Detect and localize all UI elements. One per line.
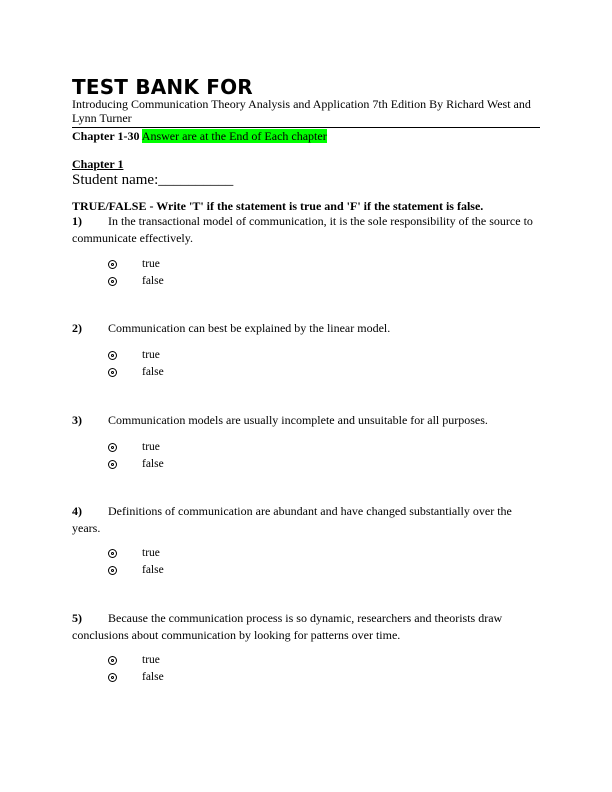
question-number: 4): [72, 504, 82, 518]
question-3: [72, 412, 542, 429]
q4-option-false[interactable]: [108, 563, 164, 577]
question-text: Communication models are usually incomplete and unsuitable for all purposes.: [108, 413, 488, 427]
q3-option-true[interactable]: [108, 440, 160, 454]
question-text: In the transactional model of communication, it is the sole responsibility of the source to communicate effectively.: [72, 214, 533, 245]
q3-option-false[interactable]: [108, 457, 164, 471]
option-label: true: [142, 547, 160, 559]
option-label: true: [142, 349, 160, 361]
answer-note-highlight: Answer are at the End of Each chapter: [141, 129, 327, 143]
q5-option-true[interactable]: [108, 653, 160, 667]
chapter-range-line: [72, 129, 327, 143]
document-subtitle: Introducing Communication Theory Analysis and Application 7th Edition By Richard West and Lynn Turner: [72, 97, 531, 125]
radio-button-icon[interactable]: [108, 656, 117, 665]
header-divider: [72, 127, 540, 128]
option-label: false: [142, 275, 164, 287]
radio-button-icon[interactable]: [108, 460, 117, 469]
option-label: false: [142, 564, 164, 576]
radio-button-icon[interactable]: [108, 443, 117, 452]
question-text: Because the communication process is so dynamic, researchers and theorists draw conclusions about communication by looking for patterns over time.: [72, 611, 503, 642]
option-label: false: [142, 366, 164, 378]
radio-button-icon[interactable]: [108, 368, 117, 377]
option-label: false: [142, 671, 164, 683]
q4-option-true[interactable]: [108, 546, 160, 560]
radio-button-icon[interactable]: [108, 260, 117, 269]
question-text: Definitions of communication are abundant and have changed substantially over the years.: [72, 504, 512, 535]
radio-button-icon[interactable]: [108, 277, 117, 286]
chapter-range: Chapter 1-30: [72, 129, 140, 143]
question-number: 3): [72, 413, 82, 427]
q1-option-false[interactable]: [108, 274, 164, 288]
question-2: [72, 320, 542, 337]
q5-option-false[interactable]: [108, 670, 164, 684]
q1-option-true[interactable]: [108, 257, 160, 271]
radio-button-icon[interactable]: [108, 351, 117, 360]
q2-option-true[interactable]: [108, 348, 160, 362]
question-number: 1): [72, 214, 82, 228]
question-4: [72, 503, 542, 537]
student-name-line: Student name:__________: [72, 172, 234, 188]
option-label: true: [142, 654, 160, 666]
option-label: true: [142, 441, 160, 453]
question-number: 2): [72, 321, 82, 335]
question-text: Communication can best be explained by the linear model.: [108, 321, 391, 335]
q2-option-false[interactable]: [108, 365, 164, 379]
question-5: [72, 610, 542, 644]
option-label: false: [142, 458, 164, 470]
instructions: TRUE/FALSE - Write 'T' if the statement is true and 'F' if the statement is false.: [72, 199, 484, 213]
question-1: [72, 213, 542, 247]
radio-button-icon[interactable]: [108, 566, 117, 575]
chapter-heading: Chapter 1: [72, 157, 124, 171]
option-label: true: [142, 258, 160, 270]
question-number: 5): [72, 611, 82, 625]
radio-button-icon[interactable]: [108, 673, 117, 682]
document-title: TEST BANK FOR: [72, 75, 253, 99]
radio-button-icon[interactable]: [108, 549, 117, 558]
